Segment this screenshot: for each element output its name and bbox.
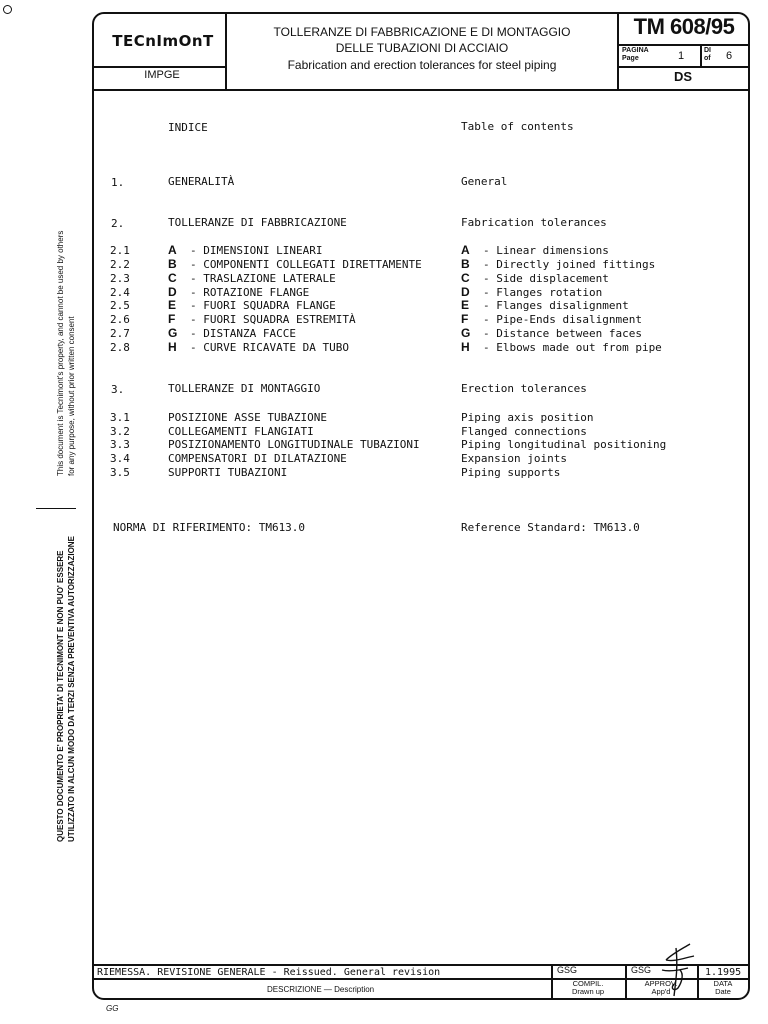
section-1-number: 1.	[111, 176, 125, 189]
item-number: 2.5	[110, 299, 130, 312]
item-text-en: - Pipe-Ends disalignment	[483, 313, 642, 326]
item-text-en: - Side displacement	[483, 272, 609, 285]
item-text-it: POSIZIONE ASSE TUBAZIONE	[168, 411, 327, 424]
item-number: 2.3	[110, 272, 130, 285]
ownership-note-italian-line1: QUESTO DOCUMENTO E' PROPRIETA' DI TECNIMONT E NON PUO' ESSERE	[56, 550, 65, 842]
date-label-it: DATA	[713, 979, 733, 988]
of-label-en: of	[704, 55, 711, 62]
side-divider	[36, 508, 76, 509]
item-number: 3.2	[110, 425, 130, 438]
item-text-it: - CURVE RICAVATE DA TUBO	[190, 341, 349, 354]
company-logo: TECnImOnT	[112, 32, 214, 50]
item-letter-en: C	[461, 271, 470, 285]
title-italian-line2: DELLE TUBAZIONI DI ACCIAIO	[335, 41, 509, 55]
logo-divider	[93, 66, 225, 68]
compil-label-it: COMPIL.	[572, 979, 604, 988]
item-letter-it: H	[168, 340, 177, 354]
item-letter-it: B	[168, 257, 177, 271]
item-text-en: Expansion joints	[461, 452, 567, 465]
section-2-title-it: TOLLERANZE DI FABBRICAZIONE	[168, 216, 347, 229]
section-1-title-it: GENERALITÀ	[168, 175, 235, 188]
item-letter-it: A	[168, 243, 177, 257]
item-number: 3.3	[110, 438, 130, 451]
item-text-it: - ROTAZIONE FLANGE	[190, 286, 310, 299]
page-label-en: Page	[622, 55, 639, 62]
document-code: DS	[673, 69, 693, 84]
item-text-it: - DIMENSIONI LINEARI	[190, 244, 323, 257]
item-letter-it: G	[168, 326, 178, 340]
page-label	[622, 47, 649, 63]
item-number: 3.5	[110, 466, 130, 479]
item-text-it: - FUORI SQUADRA FLANGE	[190, 299, 336, 312]
docno-divider	[618, 44, 749, 46]
of-label-it: DI	[704, 47, 711, 54]
page-box-divider	[700, 44, 702, 66]
revision-date: 1.1995	[705, 967, 742, 978]
title-english: Fabrication and erection tolerances for steel piping	[287, 58, 557, 72]
item-text-en: - Directly joined fittings	[483, 258, 656, 271]
item-text-en: Piping axis position	[461, 411, 594, 424]
item-text-en: - Distance between faces	[483, 327, 642, 340]
item-text-it: COMPENSATORI DI DILATAZIONE	[168, 452, 347, 465]
section-3-title-it: TOLLERANZE DI MONTAGGIO	[168, 382, 321, 395]
section-1-title-en: General	[461, 175, 508, 188]
approv-label-it: APPROV.	[644, 979, 678, 988]
index-heading-en: Table of contents	[461, 120, 574, 133]
department-label: IMPGE	[144, 69, 180, 81]
ownership-note-italian-line2: UTILIZZATO IN ALCUN MODO DA TERZI SENZA PREVENTIVA AUTORIZZAZIONE	[67, 536, 76, 842]
item-letter-it: F	[168, 312, 176, 326]
header-bottom-line	[93, 89, 749, 91]
item-text-en: - Elbows made out from pipe	[483, 341, 662, 354]
item-text-it: POSIZIONAMENTO LONGITUDINALE TUBAZIONI	[168, 438, 420, 451]
date-label-en: Date	[715, 987, 731, 996]
item-letter-en: F	[461, 312, 469, 326]
section-2-number: 2.	[111, 217, 125, 230]
approved-by: GSG	[631, 965, 652, 975]
reference-standard-en: Reference Standard: TM613.0	[461, 521, 640, 534]
revision-description: RIEMESSA. REVISIONE GENERALE - Reissued. General revision	[97, 967, 441, 978]
ownership-note-english	[55, 231, 77, 476]
item-text-it: - TRASLAZIONE LATERALE	[190, 272, 336, 285]
item-text-en: - Flanges rotation	[483, 286, 603, 299]
item-text-it: - FUORI SQUADRA ESTREMITÀ	[190, 313, 356, 326]
section-3-title-en: Erection tolerances	[461, 382, 587, 395]
item-text-en: Piping longitudinal positioning	[461, 438, 667, 451]
item-number: 2.1	[110, 244, 130, 257]
item-letter-en: A	[461, 243, 470, 257]
approv-label-en: App'd	[651, 987, 671, 996]
compiled-by: GSG	[557, 965, 578, 975]
item-letter-it: C	[168, 271, 177, 285]
page-label-it: PAGINA	[622, 47, 649, 54]
item-letter-it: E	[168, 298, 177, 312]
item-letter-en: E	[461, 298, 470, 312]
item-text-it: SUPPORTI TUBAZIONI	[168, 466, 288, 479]
page-divider	[618, 66, 749, 68]
item-number: 3.4	[110, 452, 130, 465]
item-letter-en: H	[461, 340, 470, 354]
binder-hole-mark	[3, 5, 12, 14]
total-pages: 6	[726, 50, 733, 62]
item-text-en: - Linear dimensions	[483, 244, 609, 257]
document-frame	[92, 12, 750, 1000]
item-number: 3.1	[110, 411, 130, 424]
item-text-en: Flanged connections	[461, 425, 587, 438]
section-3-number: 3.	[111, 383, 125, 396]
reference-standard-it: NORMA DI RIFERIMENTO: TM613.0	[113, 521, 306, 534]
item-text-it: - DISTANZA FACCE	[190, 327, 296, 340]
description-label: DESCRIZIONE — Description	[267, 985, 375, 994]
item-number: 2.4	[110, 286, 130, 299]
item-letter-it: D	[168, 285, 177, 299]
item-number: 2.6	[110, 313, 130, 326]
item-letter-en: D	[461, 285, 470, 299]
item-number: 2.2	[110, 258, 130, 271]
bottom-code: GG	[106, 1004, 119, 1013]
approval-signature	[650, 940, 710, 1002]
document-number: TM 608/95	[633, 14, 735, 39]
of-label	[704, 47, 711, 63]
item-text-en: - Flanges disalignment	[483, 299, 629, 312]
item-text-it: - COMPONENTI COLLEGATI DIRETTAMENTE	[190, 258, 422, 271]
item-text-en: Piping supports	[461, 466, 561, 479]
item-number: 2.8	[110, 341, 130, 354]
item-text-it: COLLEGAMENTI FLANGIATI	[168, 425, 314, 438]
ownership-note-english-line1: This document is Tecnimont's property, and cannot be used by others	[56, 230, 65, 476]
ownership-note-italian	[55, 536, 77, 842]
compil-label	[552, 980, 624, 996]
section-2-title-en: Fabrication tolerances	[461, 216, 607, 229]
page-number: 1	[678, 50, 685, 62]
ownership-note-english-line2: for any purpose, without prior written consent	[67, 316, 76, 476]
title-italian-line1: TOLLERANZE DI FABBRICAZIONE E DI MONTAGGIO	[273, 25, 571, 39]
item-number: 2.7	[110, 327, 130, 340]
item-letter-en: G	[461, 326, 471, 340]
compil-label-en: Drawn up	[571, 987, 605, 996]
item-letter-en: B	[461, 257, 470, 271]
index-heading-it: INDICE	[168, 121, 208, 134]
